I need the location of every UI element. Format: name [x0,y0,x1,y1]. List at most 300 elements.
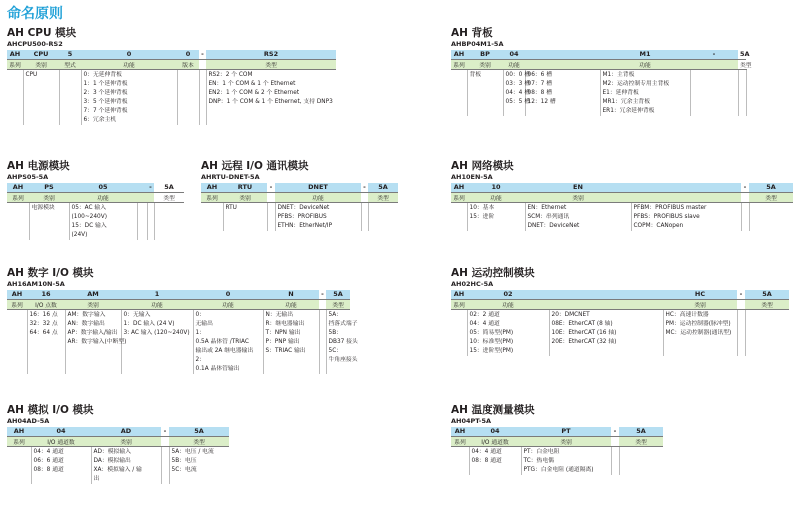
option-list [59,69,81,125]
option-list [223,202,267,231]
model-code: AH04PT-5A [451,417,492,425]
option-item: 5A： [328,311,342,318]
naming-table [7,183,184,240]
code-segment: 5A [154,183,184,192]
segment-label: 类别 [521,436,611,446]
segment-label: 功能 [275,192,361,202]
naming-table [451,50,790,116]
option-item: HC：高速计数器 [665,311,709,318]
option-item: 2：3 个延伸背板 [83,89,128,96]
segment-label [631,192,741,202]
option-item: 15：进阶 [469,213,495,220]
option-item: 5C：电流 [171,466,197,473]
code-segment: 5A [619,427,663,436]
option-list [199,69,206,125]
option-item: 04：4 通道 [471,448,502,455]
segment-label [199,59,206,69]
option-item: AD：模拟输入 [93,448,131,455]
section-motion [451,267,789,356]
option-item: PFBS：PROFIBUS slave [633,213,700,220]
code-segment: - [199,50,206,59]
segment-label: I/O 点数 [27,299,65,309]
code-segment: AH [201,183,223,192]
segment-label: 功能 [193,299,263,309]
segment-label: 功能 [263,299,319,309]
option-list [7,69,23,125]
segment-label: 系列 [7,436,31,446]
segment-label [741,192,749,202]
segment-label [361,192,368,202]
option-list [525,69,600,116]
code-segment [137,183,147,192]
segment-label [690,59,738,69]
option-item: AM：数字输入 [67,311,106,318]
segment-label [137,192,147,202]
option-list [267,202,275,231]
section-temperature [451,404,663,475]
code-segment: AH [7,183,29,192]
code-segment: RS2 [206,50,336,59]
option-list [91,446,161,484]
segment-label: 类型 [169,436,229,446]
option-list [451,309,467,356]
code-segment [631,183,741,192]
code-segment: N [263,290,319,299]
option-list [467,202,525,231]
option-item: PFBS：PROFIBUS [277,213,327,220]
section-digital [7,267,358,374]
segment-label: 类别 [525,192,631,202]
section-backplane [451,27,790,116]
code-segment: PS [29,183,69,192]
segment-label: 类别 [65,299,121,309]
option-list [27,309,65,374]
section-power [7,160,184,240]
option-list [31,446,91,484]
option-item: RTU [225,204,237,211]
option-item: RS2：2 个 COM [208,71,253,78]
code-segment: 5A [740,50,750,59]
section-cpu [7,27,336,125]
option-list [263,309,319,374]
option-item: 16：16 点 [29,311,58,318]
naming-table [451,290,789,356]
segment-label: 类型 [206,59,336,69]
option-item: 04：4 通道 [469,320,500,327]
option-item: N：无输出 [265,311,294,318]
code-segment: - [361,183,368,192]
option-item: 3: AC 输入 (120~240V) [123,329,190,336]
option-item: 2： [195,356,205,363]
option-list [549,309,663,356]
code-segment: 10 [467,183,525,192]
segment-label: 类型 [326,299,350,309]
option-item: 电源模块 [31,204,55,211]
option-list [69,202,137,240]
option-list [451,202,467,231]
option-item: 32：32 点 [29,320,58,327]
option-list [525,202,631,231]
option-item: CPU [25,71,38,78]
segment-label: 功能 [503,59,525,69]
segment-label: 功能 [467,299,549,309]
option-list [451,69,467,116]
segment-label: 类别 [467,59,503,69]
model-code: AH04AD-5A [7,417,50,425]
code-segment: AH [451,290,467,299]
option-item: (100~240V) [71,213,107,220]
option-item: 6：冗余主机 [83,116,117,123]
option-list [663,309,737,356]
option-item: 12：12 槽 [527,98,556,105]
code-segment: 0 [193,290,263,299]
option-item: 07：7 槽 [527,80,553,87]
option-item: EN：Ethernet [527,204,567,211]
code-segment: - [161,427,169,436]
code-segment: 16 [27,290,65,299]
option-list [361,202,368,231]
option-item: 0.5A 晶体管 /TRIAC [195,338,249,345]
code-segment: 0 [81,50,177,59]
option-item: TC：热电偶 [523,457,554,464]
option-list [193,309,263,374]
option-list [738,69,746,116]
code-segment: 04 [503,50,525,59]
option-item: 1：1 个延伸背板 [83,80,128,87]
option-list [7,446,31,484]
section-title: AH 模拟 I/O 模块 [7,404,94,416]
option-item: 0： [195,311,205,318]
option-item: 无输出 [195,320,213,327]
segment-label: 类别 [23,59,59,69]
section-title: AH CPU 模块 [7,27,77,39]
option-item: 08E：EtherCAT (8 轴) [551,320,613,327]
code-segment: 5A [169,427,229,436]
code-segment: 1 [121,290,193,299]
code-segment: - [611,427,619,436]
option-list [137,202,147,240]
section-network [451,160,793,231]
option-item: 15：进阶型(PM) [469,347,514,354]
code-segment: 0 [177,50,199,59]
option-item: 04：4 槽 [505,89,531,96]
segment-label [267,192,275,202]
option-item: DNET：DeviceNet [527,222,580,229]
option-list [467,69,503,116]
segment-label [737,299,745,309]
option-list [154,202,184,240]
segment-label: 类别 [663,299,737,309]
code-segment: 5A [326,290,350,299]
segment-label: 系列 [201,192,223,202]
option-item: 0：无输入 [123,311,151,318]
option-item: PM：运动控制器(脉冲型) [665,320,731,327]
option-item: 08：8 通道 [471,457,502,464]
option-item: DB37 接头 [328,338,358,345]
option-list [741,202,749,231]
segment-label: 类型 [749,192,793,202]
code-segment: - [319,290,326,299]
segment-label: I/O 通道数 [469,436,521,446]
option-item: E1：延伸背板 [602,89,639,96]
code-segment: 04 [469,427,521,436]
segment-label: 功能 [69,192,137,202]
option-list [746,69,790,116]
option-item: DNET：DeviceNet [277,204,330,211]
section-title: AH 网络模块 [451,160,514,172]
naming-table [451,427,663,475]
option-item: 0：无延伸背板 [83,71,122,78]
option-item: T：NPN 输出 [265,329,301,336]
option-list [23,69,59,125]
segment-label: 系列 [7,59,23,69]
option-item: 08：8 通道 [33,466,64,473]
option-list [690,69,738,116]
option-item: 10E：EtherCAT (16 轴) [551,329,617,336]
option-item: 20E：EtherCAT (32 轴) [551,338,617,345]
option-list [65,309,127,374]
option-item: 5C： [328,347,343,354]
model-code: AH16AM10N-5A [7,280,65,288]
naming-table [451,183,793,231]
option-item: 5A：电压 / 电流 [171,448,214,455]
option-item: ETHN：EtherNet/IP [277,222,333,229]
code-segment: AH [7,427,31,436]
option-item: 1： [195,329,205,336]
code-segment: 5A [745,290,789,299]
option-item: 03：3 槽 [505,80,531,87]
code-segment: - [267,183,275,192]
model-code: AHCPU500-RS2 [7,40,63,48]
option-item: DNP：1 个 COM & 1 个 Ethernet, 支持 DNP3 [208,98,333,105]
code-segment: 02 [467,290,549,299]
segment-label: 系列 [451,436,469,446]
segment-label: 系列 [7,299,27,309]
code-segment: AH [7,50,23,59]
code-segment: AD [91,427,161,436]
option-item: 04：4 通道 [33,448,64,455]
option-item: 10：基本 [469,204,495,211]
option-list [275,202,361,231]
option-list [503,69,531,116]
option-item: S：TRIAC 输出 [265,347,306,354]
model-code: AHRTU-DNET-5A [201,173,260,181]
option-list [7,202,29,240]
option-item: 64：64 点 [29,329,58,336]
option-list [749,202,793,231]
section-title: AH 运动控制模块 [451,267,535,279]
code-segment: 5 [59,50,81,59]
option-list [521,446,611,475]
option-list [469,446,521,475]
segment-label [611,436,619,446]
option-item: 05：简易型(PM) [469,329,514,336]
segment-label [525,59,600,69]
code-segment: 04 [31,427,91,436]
option-item: MC：运动控制器(通讯型) [665,329,732,336]
code-segment: BP [467,50,503,59]
segment-label [161,436,169,446]
code-segment: 05 [69,183,137,192]
code-segment: - [741,183,749,192]
option-item: PT：白金电阻 [523,448,560,455]
segment-label: 系列 [451,192,467,202]
option-item: 5B： [328,329,342,336]
code-segment: - [737,290,745,299]
code-segment: AH [451,183,467,192]
option-item: EN2：1 个 COM & 2 个 Ethernet [208,89,300,96]
naming-table [7,290,358,374]
segment-label: 型式 [59,59,81,69]
option-list [737,309,745,356]
option-item: 05：AC 输入 [71,204,107,211]
option-item: 背板 [469,71,482,78]
code-segment: AM [65,290,121,299]
option-item: AP：数字输入/输出 [67,329,118,336]
option-item: (24V) [71,231,88,238]
option-item: R：继电器输出 [265,320,305,327]
code-segment [525,50,600,59]
option-item: XA：模拟输入 / 输 [93,466,142,473]
code-segment: 5A [749,183,793,192]
naming-table [7,50,336,125]
option-list [177,69,199,125]
segment-label: 类别 [29,192,69,202]
naming-table [7,427,229,484]
option-item: M2：运动控制专用主背板 [602,80,670,87]
segment-label: 系列 [451,299,467,309]
segment-label [319,299,326,309]
option-item: 挡落式端子 [328,320,358,327]
section-title: AH 温度测量模块 [451,404,535,416]
option-list [206,69,336,125]
option-list [201,202,223,231]
code-segment: AH [451,427,469,436]
option-item: 0.1A 晶体管输出 [195,365,240,372]
option-item: 06：6 通道 [33,457,64,464]
option-list [745,309,789,356]
option-list [319,309,326,374]
segment-label [549,299,663,309]
option-item: DA：模拟输出 [93,457,131,464]
option-item: 06：6 槽 [527,71,553,78]
segment-label [147,192,154,202]
segment-label: 系列 [451,59,467,69]
model-code: AH10EN-5A [451,173,493,181]
option-list [467,309,549,356]
segment-label: 版本 [177,59,199,69]
option-item: EN：1 个 COM & 1 个 Ethernet [208,80,296,87]
option-list [161,446,169,484]
option-item: ER1：冗余延伸背板 [602,107,655,114]
option-item: PFBM：PROFIBUS master [633,204,707,211]
option-item: 15：DC 输入 [71,222,107,229]
option-list [147,202,154,240]
option-item: 5B：电压 [171,457,197,464]
code-segment: EN [525,183,631,192]
option-item: 1：DC 输入 (24 V) [123,320,175,327]
model-code: AHPS05-5A [7,173,49,181]
code-segment: PT [521,427,611,436]
code-segment: HC [663,290,737,299]
section-analog [7,404,229,484]
segment-label: 类型 [154,192,184,202]
code-segment: CPU [23,50,59,59]
option-item: PTG：白金电阻 (通道隔离) [523,466,594,473]
option-list [611,446,619,475]
section-title: AH 电源模块 [7,160,70,172]
option-item: 10：标准型(PM) [469,338,514,345]
option-item: AR：数字输入(中断型) [67,338,127,345]
option-item: 7：7 个延伸背板 [83,107,128,114]
section-title: AH 数字 I/O 模块 [7,267,94,279]
code-segment: M1 [600,50,690,59]
option-item: M1：主背板 [602,71,635,78]
segment-label: 系列 [7,192,29,202]
option-item: 3：5 个延伸背板 [83,98,128,105]
code-segment [549,290,663,299]
code-segment: - [690,50,738,59]
option-item: 20：DMCNET [551,311,590,318]
segment-label: 类别 [91,436,161,446]
segment-label: 功能 [467,192,525,202]
segment-label: 功能 [600,59,690,69]
option-item: COPM：CANopen [633,222,684,229]
option-list [600,69,690,116]
code-segment: AH [7,290,27,299]
option-item: 05：5 槽 [505,98,531,105]
option-list [169,446,229,484]
model-code: AH02HC-5A [451,280,494,288]
code-segment: DNET [275,183,361,192]
code-segment: - [147,183,154,192]
code-segment: RTU [223,183,267,192]
option-item: 输出或 2A 继电器输出 [195,347,254,354]
option-list [121,309,193,374]
option-list [368,202,398,231]
option-item: AN：数字输出 [67,320,105,327]
section-title: AH 远程 I/O 通讯模块 [201,160,309,172]
option-item: 08：8 槽 [527,89,553,96]
option-list [7,309,27,374]
section-title: AH 背板 [451,27,493,39]
segment-label: 功能 [121,299,193,309]
segment-label: 功能 [81,59,177,69]
code-segment: AH [451,50,467,59]
naming-table [201,183,398,231]
segment-label: 类型 [368,192,398,202]
option-item: 02：2 通道 [469,311,500,318]
option-item: P：PNP 输出 [265,338,300,345]
model-code: AHBP04M1-5A [451,40,504,48]
option-item: SCM：串列通讯 [527,213,570,220]
option-item: 出 [93,475,100,482]
segment-label: 类型 [619,436,663,446]
option-list [631,202,741,231]
option-item: 牛角座接头 [328,356,358,363]
option-item: 00：0 槽 [505,71,531,78]
option-list [451,446,469,475]
segment-label: 类型 [738,59,746,69]
option-item: MR1：冗余主背板 [602,98,650,105]
segment-label: I/O 通道数 [31,436,91,446]
page-title: 命名原则 [7,6,63,22]
option-list [81,69,177,125]
option-list [326,309,358,374]
section-remote [201,160,398,231]
option-list [619,446,663,475]
code-segment: 5A [368,183,398,192]
